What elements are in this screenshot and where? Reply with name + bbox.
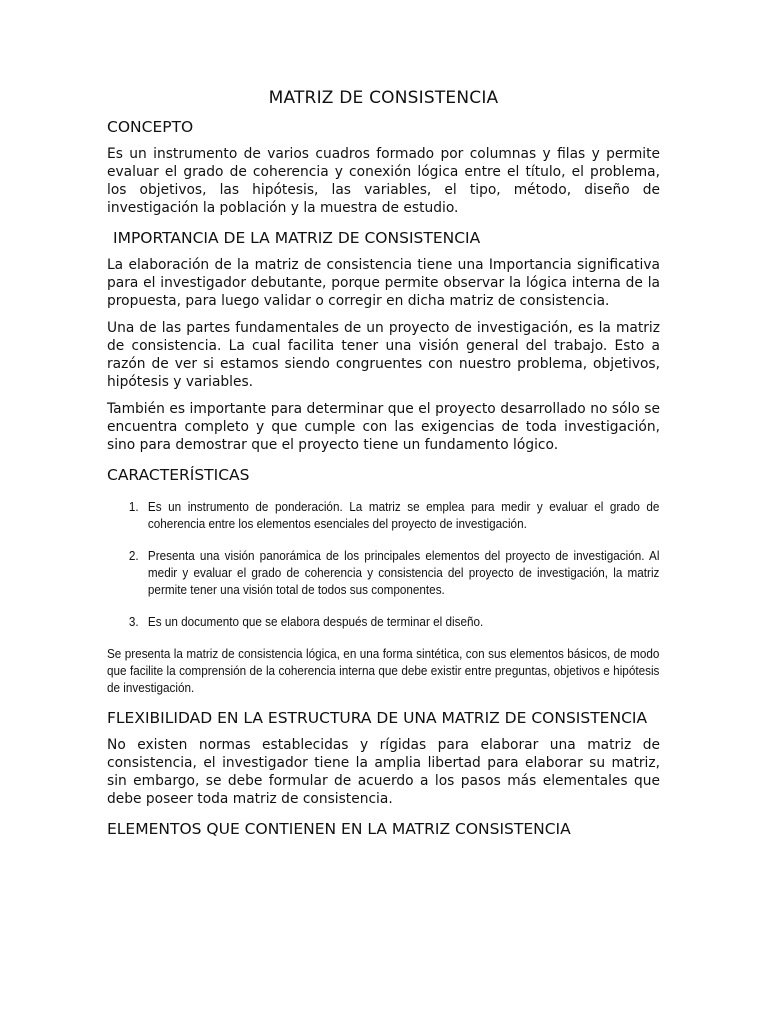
page-title: MATRIZ DE CONSISTENCIA (268, 88, 499, 108)
list-item (107, 614, 659, 631)
list-item-number: 3. (128, 615, 139, 629)
heading-importancia: IMPORTANCIA DE LA MATRIZ DE CONSISTENCIA (113, 229, 481, 247)
list-item-text: Es un documento que se elabora después de terminar el diseño. (147, 615, 484, 629)
paragraph-importancia-2: Una de las partes fundamentales de un proyecto de investigación, es la matriz de consistencia. La cual facilita tener una visión general del trabajo. Esto a razón de ver si estamos siendo congruentes con nuestro problema, objetivos, hipótesis y variables. (107, 320, 660, 390)
list-item-text: Es un instrumento de ponderación. La matriz se emplea para medir y evaluar el grado de coherencia entre los elementos esenciales del proyecto de investigación. (147, 500, 660, 531)
list-item (107, 499, 659, 533)
caracteristicas-block (107, 499, 659, 697)
heading-elementos: ELEMENTOS QUE CONTIENEN EN LA MATRIZ CONSISTENCIA (107, 820, 571, 838)
paragraph-concepto: Es un instrumento de varios cuadros formado por columnas y filas y permite evaluar el grado de coherencia y conexión lógica entre el título, el problema, los objetivos, las hipótesis, las variables, el tipo, método, diseño de investigación la población y la muestra de estudio. (107, 146, 660, 216)
heading-flexibilidad: FLEXIBILIDAD EN LA ESTRUCTURA DE UNA MATRIZ DE CONSISTENCIA (107, 709, 648, 727)
paragraph-flexibilidad: No existen normas establecidas y rígidas para elaborar una matriz de consistencia, el investigador tiene la amplia libertad para elaborar su matriz, sin embargo, se debe formular de acuerdo a los pasos más elementales que debe poseer toda matriz de consistencia. (107, 737, 660, 807)
heading-concepto: CONCEPTO (107, 118, 194, 136)
list-item-number: 2. (128, 549, 139, 563)
heading-caracteristicas: CARACTERÍSTICAS (107, 466, 250, 484)
paragraph-importancia-1: La elaboración de la matriz de consistencia tiene una Importancia significativa para el investigador debutante, porque permite observar la lógica interna de la propuesta, para luego validar o corregir en dicha matriz de consistencia. (107, 257, 660, 309)
list-item (107, 548, 659, 599)
list-item-text: Presenta una visión panorámica de los principales elementos del proyecto de investigación. Al medir y evaluar el grado de coherencia y consistencia del proyecto de investigación, la matriz permite tener una visión total de todos sus componentes. (147, 549, 660, 597)
paragraph-importancia-3: También es importante para determinar que el proyecto desarrollado no sólo se encuentra completo y que cumple con las exigencias de toda investigación, sino para demostrar que el proyecto tiene un fundamento lógico. (107, 401, 660, 453)
caracteristicas-list (107, 499, 659, 631)
document-body (107, 88, 660, 847)
paragraph-caracteristicas-closing: Se presenta la matriz de consistencia lógica, en una forma sintética, con sus elementos básicos, de modo que facilite la comprensión de la coherencia interna que debe existir entre preguntas, objetivos e hipótesis de investigación. (107, 647, 660, 695)
list-item-number: 1. (128, 500, 139, 514)
